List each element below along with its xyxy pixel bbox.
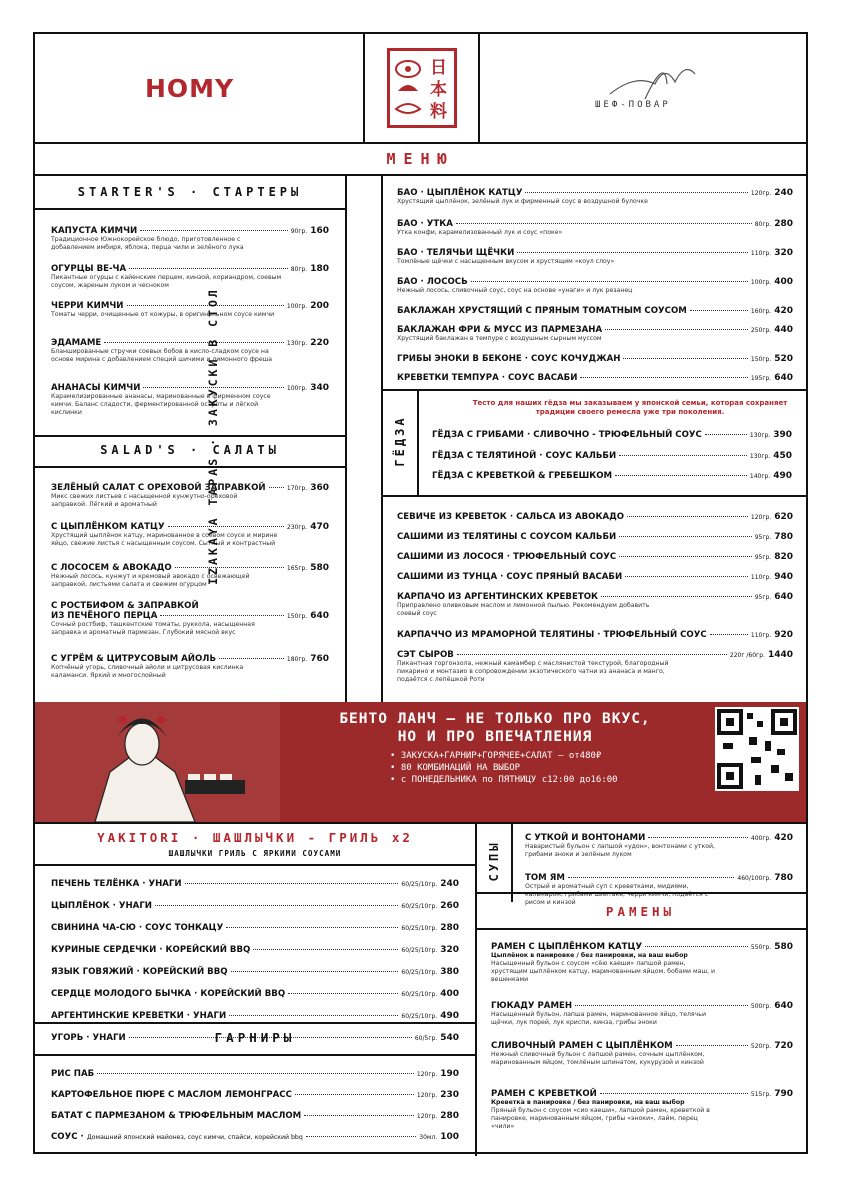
list-item: [397, 532, 793, 542]
item-weight: 130гр.: [749, 453, 771, 460]
item-price: 720: [774, 1041, 793, 1051]
item-name: СОУС ·: [51, 1132, 84, 1142]
divider: [35, 466, 345, 468]
divider: [381, 174, 383, 702]
list-item: [51, 563, 329, 589]
item-weight: 120гр.: [416, 1092, 438, 1099]
item-desc: Бланшированные стручки соевых бобов в кисло-сладком соусе на основе мирина с добавлением специй шичими и лимонного фреша: [51, 348, 273, 363]
brand-logo: HOMY: [145, 74, 235, 103]
item-weight: 95гр.: [754, 594, 772, 601]
divider: [345, 174, 347, 702]
item-name: С ЦЫПЛЁНКОМ КАТЦУ: [51, 522, 165, 532]
chef-signature: [605, 54, 705, 104]
item-price: 640: [310, 611, 329, 621]
list-item: [51, 301, 329, 319]
list-item: [432, 451, 792, 461]
item-name: ГЁДЗА С ГРИБАМИ · СЛИВОЧНО - ТРЮФЕЛЬНЫЙ СОУС: [432, 430, 702, 440]
item-price: 760: [310, 654, 329, 664]
item-price: 490: [773, 471, 792, 481]
stamp-char: 日: [430, 58, 447, 78]
item-desc: Микс свежих листьев с насыщенной кунжутно-ореховой заправкой. Лёгкий и ароматный: [51, 493, 238, 508]
item-desc: Приправлено оливковым маслом и лимонной пылью. Рекомендуем добавить соевый соус: [397, 602, 650, 617]
bento-headline-line: БЕНТО ЛАНЧ — НЕ ТОЛЬКО ПРО ВКУС,: [339, 711, 651, 727]
item-name: С УГРЁМ & ЦИТРУСОВЫМ АЙОЛЬ: [51, 654, 216, 664]
item-desc: Карамелизированные ананасы, маринованные в фирменном соусе кимчи. Баланс сладости, ферментированной остроты и лёгкой кислинки: [51, 393, 271, 416]
item-weight: 400гр.: [750, 835, 772, 842]
list-item: [432, 430, 792, 440]
yakitori-subtitle: ШАШЛЫЧКИ ГРИЛЬ С ЯРКИМИ СОУСАМИ: [168, 849, 342, 858]
item-name: ГЁДЗА С ТЕЛЯТИНОЙ · СОУС КАЛЬБИ: [432, 451, 617, 461]
list-item: [51, 338, 329, 364]
list-item: [51, 383, 329, 417]
list-item: [525, 833, 793, 859]
item-price: 450: [773, 451, 792, 461]
item-price: 100: [440, 1132, 459, 1142]
bento-line: • ЗАКУСКА+ГАРНИР+ГОРЯЧЕЕ+САЛАТ — от480₽: [390, 750, 618, 762]
item-desc: Острый и ароматный суп с креветками, мидиями, кальмаром, грибами шиитаке, черри кимчи, подаётся с рисом и кинзой: [525, 883, 709, 906]
list-item: [397, 325, 793, 343]
item-name: ГРИБЫ ЭНОКИ В БЕКОНЕ · СОУС КОЧУДЖАН: [397, 354, 621, 364]
item-desc: Пикантная горгонзола, нежный камамбер с маслянистой текстурой, благородный пикарино и монтазио в сопровождении экзотического чатни из ананаса и манго, подаётся с лепёшкой Роти: [397, 660, 669, 683]
item-price: 400: [440, 989, 459, 999]
item-price: 380: [440, 967, 459, 977]
item-name: СЛИВОЧНЫЙ РАМЕН С ЦЫПЛЁНКОМ: [491, 1041, 673, 1051]
item-price: 640: [774, 373, 793, 383]
item-price: 520: [774, 354, 793, 364]
item-weight: 180гр.: [286, 656, 308, 663]
item-weight: 60/25/10гр.: [401, 969, 438, 976]
item-weight: 100гр.: [750, 279, 772, 286]
item-desc: Хрустящий цыплёнок катцу, маринованное в соевом соусе и мирине яйцо, свежие листья с насыщенным соусом. Сытный и контрастный: [51, 532, 278, 547]
list-item: [51, 1011, 459, 1021]
item-weight: 60/25/10гр.: [401, 1013, 438, 1020]
bento-line: • с ПОНЕДЕЛЬНИКА по ПЯТНИЦУ с12:00 до16:00: [390, 774, 618, 786]
item-desc: Томаты черри, очищенные от кожуры, в оригинальном соусе кимчи: [51, 311, 275, 318]
item-weight: 230гр.: [286, 524, 308, 531]
list-item: [397, 650, 793, 684]
item-price: 780: [774, 532, 793, 542]
list-item: [397, 512, 793, 522]
list-item: [51, 264, 329, 290]
item-desc: Утка конфи, карамелизованный лук и соус «поке»: [397, 229, 563, 236]
list-item: [397, 219, 793, 237]
item-price: 280: [440, 923, 459, 933]
item-name: САШИМИ ИЗ ТУНЦА · СОУС ПРЯНЫЙ ВАСАБИ: [397, 572, 623, 582]
item-desc: Томлёные щёчки с насыщенным вкусом и хрустящим «коул слоу»: [397, 258, 615, 265]
item-name: РИС ПАБ: [51, 1069, 95, 1079]
list-item: [397, 630, 793, 640]
item-price: 420: [774, 306, 793, 316]
starters-title: STARTER'S · СТАРТЕРЫ: [77, 185, 303, 199]
item-desc: Насыщенный бульон с соусом «сёю каеши» лапшой рамен, хрустящим цыплёнком катцу, маринованным яйцом, бобами маш, и вешенками: [491, 960, 716, 983]
item-weight: 130гр.: [286, 340, 308, 347]
item-price: 190: [440, 1069, 459, 1079]
list-item: [51, 226, 329, 252]
list-item: [397, 373, 793, 383]
item-name: УГОРЬ · УНАГИ: [51, 1033, 126, 1043]
item-weight: 60/25/10гр.: [401, 881, 438, 888]
list-item: [51, 601, 329, 637]
item-price: 940: [774, 572, 793, 582]
item-desc: Хрустящий баклажан в темпуре с воздушным сырным муссом: [397, 335, 602, 342]
item-name: ЦЫПЛЁНОК · УНАГИ: [51, 901, 152, 911]
item-weight: 95гр.: [754, 554, 772, 561]
list-item: [397, 592, 793, 618]
list-item: [51, 879, 459, 889]
item-desc: Нежный сливочный бульон с лапшой рамен, сочным цыплёнком, маринованным яйцом, томлёным шпинатом, кукурузой и кинзой: [491, 1051, 705, 1066]
item-name: С ЛОСОСЕМ & АВОКАДО: [51, 563, 172, 573]
item-name: САШИМИ ИЗ ТЕЛЯТИНЫ С СОУСОМ КАЛЬБИ: [397, 532, 617, 542]
item-price: 920: [774, 630, 793, 640]
item-price: 340: [310, 383, 329, 393]
stamp-logo: [387, 48, 457, 128]
item-weight: 100гр.: [286, 303, 308, 310]
item-weight: 110гр.: [750, 632, 772, 639]
divider: [35, 1054, 475, 1056]
item-weight: 60/25/10гр.: [401, 925, 438, 932]
item-price: 200: [310, 301, 329, 311]
item-weight: 90гр.: [290, 228, 308, 235]
list-item: [397, 572, 793, 582]
item-weight: 550гр.: [750, 944, 772, 951]
list-item: [51, 1069, 459, 1079]
list-item: [397, 354, 793, 364]
chef-label: ШЕФ-ПОВАР: [595, 100, 671, 110]
list-item: [51, 923, 459, 933]
item-price: 180: [310, 264, 329, 274]
item-name: БАО · ЛОСОСЬ: [397, 277, 468, 287]
item-desc: Сочный ростбиф, ташкентские томаты, руккола, насыщенная заправка и ароматный пармезан. Глубокий мясной вкус: [51, 621, 255, 636]
list-item: [51, 945, 459, 955]
item-subtitle: Креветка в панировке / без панировки, на ваш выбор: [491, 1099, 685, 1106]
item-name: РАМЕН С ЦЫПЛЁНКОМ КАТЦУ: [491, 942, 643, 952]
item-price: 580: [774, 942, 793, 952]
gyoza-vertical-label: ГЁДЗА: [393, 415, 407, 467]
item-weight: 60/25/10гр.: [401, 903, 438, 910]
list-item: [51, 1111, 459, 1121]
item-price: 640: [774, 592, 793, 602]
item-weight: 100гр.: [286, 385, 308, 392]
item-name: СЕРДЦЕ МОЛОДОГО БЫЧКА · КОРЕЙСКИЙ BBQ: [51, 989, 286, 999]
item-name: КАРПАЧО ИЗ АРГЕНТИНСКИХ КРЕВЕТОК: [397, 592, 599, 602]
item-weight: 460/100гр.: [737, 875, 772, 882]
item-name: С УТКОЙ И ВОНТОНАМИ: [525, 833, 646, 843]
salads-title: SALAD'S · САЛАТЫ: [100, 443, 280, 457]
divider: [381, 389, 806, 391]
item-name: СВИНИНА ЧА-СЮ · СОУС ТОНКАЦУ: [51, 923, 224, 933]
item-name: БАКЛАЖАН ХРУСТЯЩИЙ С ПРЯНЫМ ТОМАТНЫМ СОУСОМ: [397, 306, 687, 316]
item-name: САШИМИ ИЗ ЛОСОСЯ · ТРЮФЕЛЬНЫЙ СОУС: [397, 552, 617, 562]
item-desc: Копчёный угорь, сливочный айоли и цитрусовая кислинка каламанси. Яркий и многослойный: [51, 664, 244, 679]
item-subtitle: Цыплёнок в панировке / без панировки, на ваш выбор: [491, 952, 688, 959]
list-item: [397, 552, 793, 562]
item-name: ОГУРЦЫ ВЕ-ЧА: [51, 264, 127, 274]
item-name: АРГЕНТИНСКИЕ КРЕВЕТКИ · УНАГИ: [51, 1011, 227, 1021]
item-name: ЯЗЫК ГОВЯЖИЙ · КОРЕЙСКИЙ BBQ: [51, 967, 228, 977]
gyoza-note: Тесто для наших гёдза мы заказываем у японской семьи, которая сохраняет традиции своего ремесла уже три поколения.: [472, 399, 788, 416]
item-weight: 250гр.: [750, 327, 772, 334]
item-weight: 130гр.: [749, 432, 771, 439]
garnish-title: ГАРНИРЫ: [214, 1030, 296, 1045]
item-name: БАО · ТЕЛЯЧЬИ ЩЁЧКИ: [397, 248, 515, 258]
divider: [363, 34, 365, 142]
bento-banner: [35, 702, 806, 822]
item-name: ЭДАМАМЕ: [51, 338, 102, 348]
divider: [417, 389, 419, 495]
bento-headline: [285, 710, 705, 746]
divider: [475, 822, 477, 1156]
stamp-char: 料: [430, 102, 447, 122]
item-price: 220: [310, 338, 329, 348]
item-name: КАРТОФЕЛЬНОЕ ПЮРЕ С МАСЛОМ ЛЕМОНГРАСС: [51, 1090, 292, 1100]
item-name: АНАНАСЫ КИМЧИ: [51, 383, 141, 393]
list-item: [491, 1001, 793, 1027]
bento-list: [390, 750, 618, 786]
item-name: РАМЕН С КРЕВЕТКОЙ: [491, 1089, 597, 1099]
item-weight: 140гр.: [749, 473, 771, 480]
item-desc: Хрустящий цыплёнок, зелёный лук и фирменный соус в воздушной булочке: [397, 198, 648, 205]
divider: [35, 435, 345, 437]
divider: [35, 864, 475, 866]
tapas-vertical-label: IZAKAYA TAPAS · ЗАКУСКИ В СТОЛ: [206, 287, 220, 585]
item-price: 230: [440, 1090, 459, 1100]
item-weight: 165гр.: [286, 565, 308, 572]
item-name: С РОСТБИФОМ & ЗАПРАВКОЙ: [51, 601, 199, 611]
item-weight: 110гр.: [750, 574, 772, 581]
item-weight: 195гр.: [750, 375, 772, 382]
item-name: КРЕВЕТКИ ТЕМПУРА · СОУС ВАСАБИ: [397, 373, 578, 383]
item-weight: 80гр.: [754, 221, 772, 228]
list-item: [51, 522, 329, 548]
geisha-illustration-icon: [35, 702, 280, 822]
item-price: 780: [774, 873, 793, 883]
item-weight: 500гр.: [750, 1003, 772, 1010]
item-weight: 120гр.: [416, 1071, 438, 1078]
item-price: 360: [310, 483, 329, 493]
item-price: 280: [440, 1111, 459, 1121]
list-item: [51, 901, 459, 911]
ramen-title: РАМЕНЫ: [605, 904, 676, 919]
divider: [475, 928, 806, 930]
item-price: 540: [440, 1033, 459, 1043]
list-item: [491, 1041, 793, 1067]
item-name: ЗЕЛЁНЫЙ САЛАТ С ОРЕХОВОЙ ЗАПРАВКОЙ: [51, 483, 266, 493]
item-desc: Пикантные огурцы с кайенским перцем, кинзой, кориандром, соевым соусом, жареным луком и чесноком: [51, 274, 282, 289]
divider: [35, 208, 345, 210]
item-desc: Наваристый бульон с лапшой «удон», вонтонами с уткой, грибами эноки и зелёным луком: [525, 843, 715, 858]
item-weight: 515гр.: [750, 1091, 772, 1098]
list-item: [397, 306, 793, 316]
stamp-char: 本: [430, 80, 447, 100]
item-weight: 80гр.: [290, 266, 308, 273]
list-item: [51, 654, 329, 680]
list-item: [397, 277, 793, 295]
item-name: ГЁДЗА С КРЕВЕТКОЙ & ГРЕБЕШКОМ: [432, 471, 613, 481]
soups-vertical-label: СУПЫ: [487, 840, 501, 882]
geisha-illustration: [35, 702, 280, 822]
item-weight: 120гр.: [750, 190, 772, 197]
item-price: 490: [440, 1011, 459, 1021]
item-name: ТОМ ЯМ: [525, 873, 565, 883]
item-weight: 60/25/10гр.: [401, 947, 438, 954]
item-name: БАТАТ С ПАРМЕЗАНОМ & ТРЮФЕЛЬНЫМ МАСЛОМ: [51, 1111, 302, 1121]
list-item: [51, 483, 329, 509]
list-item: [397, 188, 793, 206]
item-name: ПЕЧЕНЬ ТЕЛЁНКА · УНАГИ: [51, 879, 182, 889]
item-desc: Пряный бульон с соусом «сио каеши», лапшой рамен, креветкой в панировке, маринованным яйцом, грибы «эноки», лайм, перец «чили»: [491, 1107, 710, 1130]
item-price: 160: [310, 226, 329, 236]
item-name: БАО · УТКА: [397, 219, 453, 229]
list-item: [491, 1089, 793, 1131]
item-weight: 120гр.: [750, 514, 772, 521]
qr-code-icon: [715, 707, 799, 791]
bento-line: • 80 КОМБИНАЦИЙ НА ВЫБОР: [390, 762, 618, 774]
item-price: 580: [310, 563, 329, 573]
bento-headline-line: НО И ПРО ВПЕЧАТЛЕНИЯ: [397, 729, 593, 745]
item-price: 240: [440, 879, 459, 889]
list-item: [51, 967, 459, 977]
yakitori-title: YAKITORI · ШАШЛЫЧКИ - ГРИЛЬ x2: [97, 830, 413, 845]
item-name: КАПУСТА КИМЧИ: [51, 226, 138, 236]
item-weight: 60/5гр.: [414, 1035, 438, 1042]
divider: [35, 142, 806, 144]
item-price: 240: [774, 188, 793, 198]
divider: [511, 822, 513, 902]
item-weight: 60/25/10гр.: [401, 991, 438, 998]
item-weight: 220г /60гр.: [729, 652, 765, 659]
item-name: СЕВИЧЕ ИЗ КРЕВЕТОК · САЛЬСА ИЗ АВОКАДО: [397, 512, 625, 522]
item-weight: 160гр.: [750, 308, 772, 315]
item-price: 1440: [767, 650, 793, 660]
item-price: 260: [440, 901, 459, 911]
divider: [478, 34, 480, 142]
item-name: СЭТ СЫРОВ: [397, 650, 454, 660]
list-item: [525, 873, 793, 907]
item-name: БАО · ЦЫПЛЁНОК КАТЦУ: [397, 188, 523, 198]
item-price: 280: [774, 219, 793, 229]
item-weight: 120гр.: [416, 1113, 438, 1120]
item-price: 640: [774, 1001, 793, 1011]
item-name: ЧЕРРИ КИМЧИ: [51, 301, 124, 311]
item-price: 320: [774, 248, 793, 258]
item-price: 440: [774, 325, 793, 335]
item-weight: 520гр.: [750, 1043, 772, 1050]
item-name: КУРИНЫЕ СЕРДЕЧКИ · КОРЕЙСКИЙ BBQ: [51, 945, 251, 955]
item-name: ГЮКАДУ РАМЕН: [491, 1001, 573, 1011]
item-name: КАРПАЧЧО ИЗ МРАМОРНОЙ ТЕЛЯТИНЫ · ТРЮФЕЛЬНЫЙ СОУС: [397, 630, 707, 640]
list-item: [491, 942, 793, 984]
item-price: 390: [773, 430, 792, 440]
qr-code[interactable]: [715, 707, 799, 791]
item-price: 820: [774, 552, 793, 562]
divider: [381, 495, 806, 497]
menu-title: МЕНЮ: [386, 150, 455, 168]
item-weight: 150гр.: [286, 613, 308, 620]
list-item: [397, 248, 793, 266]
menu-page: [33, 32, 808, 1154]
divider: [35, 1022, 475, 1024]
list-item: [432, 471, 792, 481]
item-price: 790: [774, 1089, 793, 1099]
item-price: 320: [440, 945, 459, 955]
item-name: БАКЛАЖАН ФРИ & МУСС ИЗ ПАРМЕЗАНА: [397, 325, 603, 335]
item-weight: 95гр.: [754, 534, 772, 541]
item-weight: 150гр.: [750, 356, 772, 363]
item-price: 470: [310, 522, 329, 532]
item-name: ИЗ ПЕЧЁНОГО ПЕРЦА: [51, 611, 158, 621]
divider: [35, 822, 806, 824]
item-desc: Традиционное Южнокорейское блюдо, приготовленное с добавлением имбиря, яблока, перца чили и зелёного лука: [51, 236, 244, 251]
item-price: 400: [774, 277, 793, 287]
item-price: 620: [774, 512, 793, 522]
item-weight: 30мл.: [419, 1134, 438, 1141]
item-weight: 110гр.: [750, 250, 772, 257]
item-weight: 170гр.: [286, 485, 308, 492]
item-price: 420: [774, 833, 793, 843]
list-item: [51, 1132, 459, 1142]
list-item: [51, 1090, 459, 1100]
item-desc: Домашний японский майонез, соус кимчи, спайси, корейский bbq: [86, 1134, 303, 1141]
item-desc: Нежный лосось, кунжут и кремовый авокадо с освежающей заправкой, листьями салата и свежим огурцом: [51, 573, 250, 588]
list-item: [51, 989, 459, 999]
divider: [35, 174, 806, 176]
divider: [475, 892, 806, 894]
item-desc: Нежный лосось, сливочный соус, соус на основе «унаги» и лук резанец: [397, 287, 633, 294]
item-desc: Насыщенный бульон, лапша рамен, маринованное яйцо, телячьи щёчки, лук порей, лук криспи, кинза, грибы эноки: [491, 1011, 706, 1026]
